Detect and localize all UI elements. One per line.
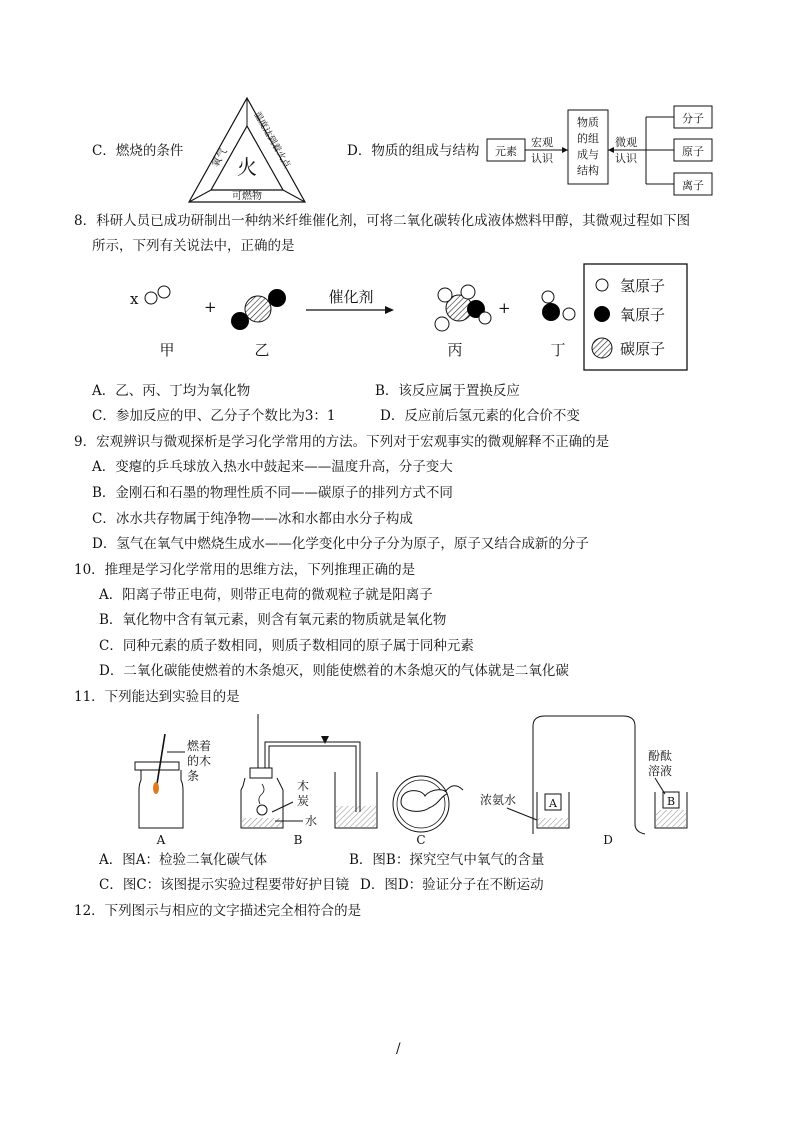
q7-option-c: C．燃烧的条件 bbox=[92, 143, 184, 159]
legend-carbon: 碳原子 bbox=[620, 340, 666, 358]
svg-text:甲: 甲 bbox=[159, 341, 175, 359]
figure-d bbox=[480, 716, 687, 847]
q11-stem: 11．下列能达到实验目的是 bbox=[74, 689, 240, 705]
svg-text:的木: 的木 bbox=[187, 754, 212, 768]
svg-text:物质: 物质 bbox=[577, 116, 599, 129]
figure-b bbox=[241, 714, 377, 847]
svg-text:B: B bbox=[293, 833, 303, 847]
fire-left-label: 氧气 bbox=[210, 146, 230, 170]
svg-text:认识: 认识 bbox=[531, 152, 553, 165]
svg-text:炭: 炭 bbox=[297, 794, 310, 808]
q11-option-d: D．图D：验证分子在不断运动 bbox=[360, 877, 544, 893]
q8-option-a: A．乙、丙、丁均为氧化物 bbox=[92, 383, 251, 399]
fire-center-label: 火 bbox=[237, 155, 257, 179]
svg-text:丙: 丙 bbox=[447, 341, 463, 359]
q9-option-d: D．氢气在氧气中燃烧生成水——化学变化中分子分为原子，原子又结合成新的分子 bbox=[92, 536, 589, 552]
matter-structure-diagram bbox=[486, 100, 716, 200]
svg-text:A: A bbox=[549, 797, 557, 810]
q11-option-c: C．图C：该图提示实验过程要带好护目镜 bbox=[99, 877, 350, 893]
q10-option-b: B．氧化物中含有氧元素，则含有氧元素的物质就是氧化物 bbox=[99, 612, 447, 628]
svg-text:宏观: 宏观 bbox=[531, 136, 553, 149]
svg-text:认识: 认识 bbox=[615, 152, 637, 165]
q10-option-d: D．二氧化碳能使燃着的木条熄灭，则能使燃着的木条熄灭的气体就是二氧化碳 bbox=[99, 663, 569, 679]
q9-option-c: C．冰水共存物属于纯净物——冰和水都由水分子构成 bbox=[92, 511, 413, 527]
figure-c bbox=[393, 776, 463, 847]
svg-text:条: 条 bbox=[187, 769, 200, 783]
figure-a bbox=[135, 734, 211, 847]
q7-option-d: D．物质的组成与结构 bbox=[347, 143, 480, 159]
q9-option-b: B．金刚石和石墨的物理性质不同——碳原子的排列方式不同 bbox=[92, 485, 453, 501]
fire-triangle-diagram bbox=[187, 96, 307, 204]
q11-option-a: A．图A：检验二氧化碳气体 bbox=[99, 852, 267, 868]
svg-text:成与: 成与 bbox=[577, 148, 599, 161]
svg-text:水: 水 bbox=[305, 814, 318, 828]
svg-text:离子: 离子 bbox=[682, 179, 704, 192]
svg-text:原子: 原子 bbox=[682, 145, 704, 158]
experiment-figures bbox=[125, 712, 695, 848]
q10-stem: 10．推理是学习化学常用的思维方法，下列推理正确的是 bbox=[74, 562, 416, 578]
svg-text:的组: 的组 bbox=[577, 132, 599, 145]
svg-text:木: 木 bbox=[297, 779, 310, 793]
svg-text:燃着: 燃着 bbox=[187, 739, 212, 753]
q8-stem-line1: 8．科研人员已成功研制出一种纳米纤维催化剂，可将二氧化碳转化成液体燃料甲醇，其微观过程如下图 bbox=[74, 213, 691, 229]
q10-option-a: A．阳离子带正电荷，则带正电荷的微观粒子就是阳离子 bbox=[99, 587, 433, 603]
legend-hydrogen: 氢原子 bbox=[620, 277, 666, 295]
svg-text:D: D bbox=[603, 833, 613, 847]
page-number: / bbox=[396, 1041, 401, 1057]
svg-text:+: + bbox=[204, 298, 217, 316]
svg-text:+: + bbox=[498, 299, 511, 317]
svg-text:结构: 结构 bbox=[577, 164, 599, 177]
q8-stem-line2: 所示，下列有关说法中，正确的是 bbox=[92, 238, 295, 254]
q8-option-d: D．反应前后氢元素的化合价不变 bbox=[380, 408, 580, 424]
element-box: 元素 bbox=[495, 145, 517, 158]
svg-text:微观: 微观 bbox=[615, 136, 637, 149]
svg-text:溶液: 溶液 bbox=[648, 764, 673, 778]
q11-option-b: B．图B：探究空气中氧气的含量 bbox=[349, 852, 545, 868]
q9-stem: 9．宏观辨识与微观探析是学习化学常用的方法。下列对于宏观事实的微观解释不正确的是 bbox=[74, 434, 610, 450]
q8-option-c: C．参加反应的甲、乙分子个数比为3：1 bbox=[92, 408, 336, 424]
coefficient-x: x bbox=[130, 290, 139, 308]
svg-text:A: A bbox=[156, 833, 166, 847]
svg-text:B: B bbox=[666, 795, 676, 808]
svg-text:丁: 丁 bbox=[550, 341, 566, 359]
q8-option-b: B．该反应属于置换反应 bbox=[375, 383, 520, 399]
svg-text:浓氨水: 浓氨水 bbox=[480, 793, 517, 807]
q9-option-a: A．变瘪的乒乓球放入热水中鼓起来——温度升高，分子变大 bbox=[92, 459, 453, 475]
fire-right-label: 温度达到着火点 bbox=[251, 110, 292, 171]
catalyst-label: 催化剂 bbox=[328, 288, 374, 306]
svg-text:C: C bbox=[416, 833, 426, 847]
q12-stem: 12．下列图示与相应的文字描述完全相符合的是 bbox=[74, 903, 362, 919]
reaction-micro-diagram bbox=[120, 262, 690, 374]
svg-text:乙: 乙 bbox=[254, 341, 270, 359]
svg-text:分子: 分子 bbox=[682, 112, 704, 125]
fire-bottom-label: 可燃物 bbox=[232, 191, 262, 202]
q10-option-c: C．同种元素的质子数相同，则质子数相同的原子属于同种元素 bbox=[99, 638, 474, 654]
legend-oxygen: 氧原子 bbox=[620, 306, 666, 324]
svg-text:酚酞: 酚酞 bbox=[648, 749, 673, 763]
